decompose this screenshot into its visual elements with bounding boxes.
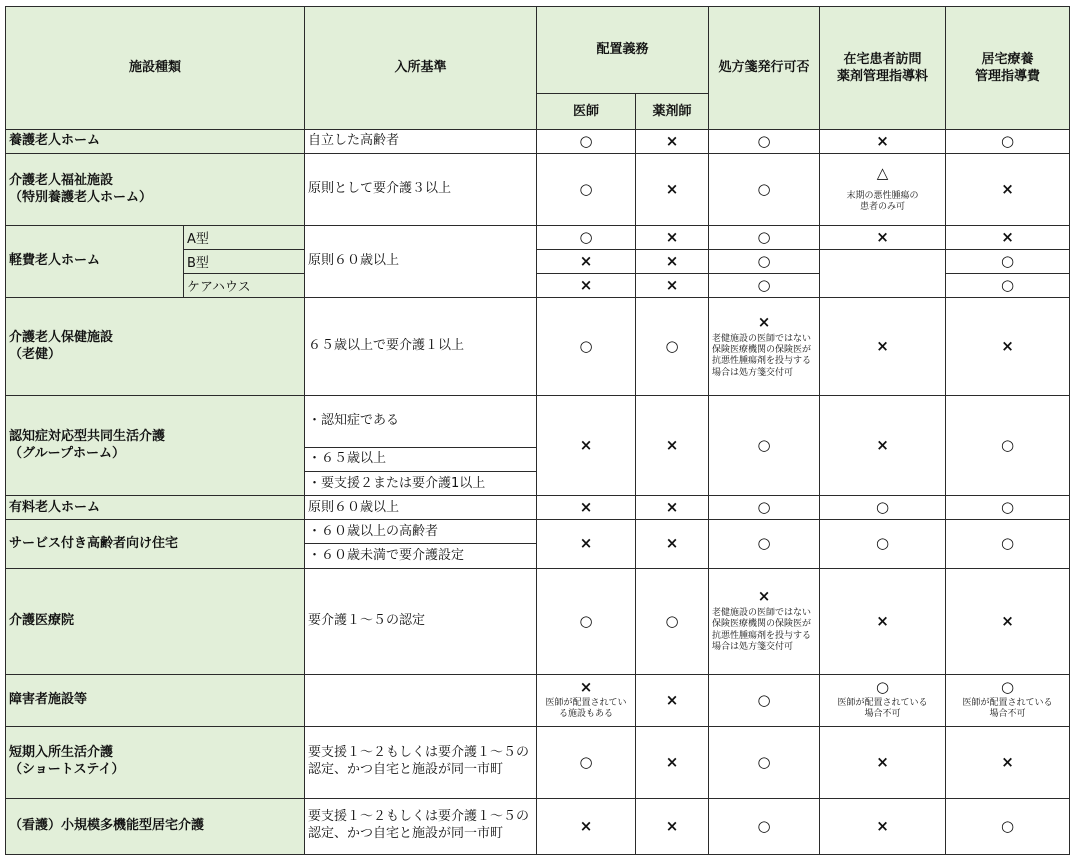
pharmacist-cell: × (636, 520, 709, 568)
care-cell: ○ (946, 250, 1070, 274)
table-row (6, 130, 1070, 154)
facility-name: サービス付き高齢者向け住宅 (6, 520, 305, 568)
doctor-cell: × (537, 520, 636, 568)
criteria-cell: ・６０歳以上の高齢者 (305, 520, 537, 544)
care-cell: ○ (946, 396, 1070, 496)
subtype-label: ケアハウス (184, 274, 305, 298)
care-cell: ○ (946, 496, 1070, 520)
pharmacist-cell: × (636, 396, 709, 496)
doctor-cell: ○ (537, 130, 636, 154)
care-cell: × (946, 226, 1070, 250)
pharmacist-cell: × (636, 726, 709, 798)
criteria-cell: 原則６０歳以上 (305, 226, 537, 298)
care-cell: × (946, 298, 1070, 396)
visit-cell: × (820, 130, 946, 154)
care-cell: ○ (946, 274, 1070, 298)
subtype-label: B型 (184, 250, 305, 274)
prescription-cell: ○ (709, 674, 820, 726)
care-cell: ○ (946, 798, 1070, 854)
header-facility-type: 施設種類 (6, 7, 305, 130)
criteria-cell: 要支援１～２もしくは要介護１～５の認定、かつ自宅と施設が同一市町 (305, 798, 537, 854)
header-prescription: 処方箋発行可否 (709, 7, 820, 130)
criteria-cell: 原則６０歳以上 (305, 496, 537, 520)
visit-cell: × (820, 798, 946, 854)
visit-cell: × (820, 568, 946, 674)
table-row (6, 520, 1070, 544)
facility-name: （看護）小規模多機能型居宅介護 (6, 798, 305, 854)
visit-cell: × (820, 396, 946, 496)
prescription-cell: × 老健施設の医師ではない保険医療機関の保険医が抗悪性腫瘍剤を投与する場合は処方箋交付可 (709, 298, 820, 396)
header-home-care-fee: 居宅療養 管理指導費 (946, 7, 1070, 130)
doctor-cell: × 医師が配置されてい る施設もある (537, 674, 636, 726)
doctor-cell: × (537, 798, 636, 854)
table-row (6, 154, 1070, 226)
pharmacist-cell: × (636, 496, 709, 520)
criteria-cell: ・認知症である (305, 396, 537, 448)
visit-cell: × (820, 298, 946, 396)
facility-name: 認知症対応型共同生活介護 （グループホーム） (6, 396, 305, 496)
visit-cell: ○ (820, 496, 946, 520)
care-cell: ○ (946, 520, 1070, 568)
header-pharmacist: 薬剤師 (636, 94, 709, 130)
prescription-cell: ○ (709, 396, 820, 496)
pharmacist-cell: × (636, 798, 709, 854)
prescription-cell: ○ (709, 496, 820, 520)
criteria-cell: 原則として要介護３以上 (305, 154, 537, 226)
criteria-cell: 自立した高齢者 (305, 130, 537, 154)
prescription-cell: ○ (709, 274, 820, 298)
table-row (6, 798, 1070, 854)
pharmacist-cell: ○ (636, 568, 709, 674)
prescription-cell: × 老健施設の医師ではない保険医療機関の保険医が抗悪性腫瘍剤を投与する場合は処方箋交付可 (709, 568, 820, 674)
criteria-cell: ・要支援２または要介護1以上 (305, 472, 537, 496)
criteria-cell: 要介護１～５の認定 (305, 568, 537, 674)
doctor-cell: ○ (537, 726, 636, 798)
criteria-cell: 要支援１～２もしくは要介護１～５の認定、かつ自宅と施設が同一市町 (305, 726, 537, 798)
pharmacist-cell: × (636, 274, 709, 298)
pharmacist-cell: × (636, 130, 709, 154)
facility-name: 軽費老人ホーム (6, 226, 184, 298)
table-row (6, 726, 1070, 798)
care-cell: × (946, 726, 1070, 798)
prescription-cell: ○ (709, 154, 820, 226)
doctor-cell: ○ (537, 226, 636, 250)
criteria-cell: ６５歳以上で要介護１以上 (305, 298, 537, 396)
facility-name: 障害者施設等 (6, 674, 305, 726)
doctor-cell: × (537, 496, 636, 520)
pharmacist-cell: × (636, 250, 709, 274)
facility-name: 有料老人ホーム (6, 496, 305, 520)
header-doctor: 医師 (537, 94, 636, 130)
table-row (6, 396, 1070, 448)
pharmacist-cell: × (636, 226, 709, 250)
facility-name: 介護老人保健施設 （老健） (6, 298, 305, 396)
visit-cell: ○ (820, 520, 946, 568)
criteria-cell (305, 674, 537, 726)
prescription-cell: ○ (709, 130, 820, 154)
table-row (6, 298, 1070, 396)
care-cell: ○ 医師が配置されている 場合不可 (946, 674, 1070, 726)
facility-name: 介護医療院 (6, 568, 305, 674)
care-cell: × (946, 154, 1070, 226)
facility-comparison-table (5, 6, 1070, 855)
doctor-cell: ○ (537, 298, 636, 396)
table-row (6, 496, 1070, 520)
table-row (6, 226, 1070, 250)
subtype-label: A型 (184, 226, 305, 250)
criteria-cell: ・６５歳以上 (305, 448, 537, 472)
header-admission-criteria: 入所基準 (305, 7, 537, 130)
pharmacist-cell: ○ (636, 298, 709, 396)
table-row (6, 674, 1070, 726)
facility-name: 介護老人福祉施設 （特別養護老人ホーム） (6, 154, 305, 226)
facility-name: 養護老人ホーム (6, 130, 305, 154)
prescription-cell: ○ (709, 226, 820, 250)
visit-cell: ○ 医師が配置されている 場合不可 (820, 674, 946, 726)
doctor-cell: × (537, 274, 636, 298)
prescription-cell: ○ (709, 798, 820, 854)
visit-cell: × (820, 726, 946, 798)
header-home-visit-fee: 在宅患者訪問 薬剤管理指導料 (820, 7, 946, 130)
visit-cell: △ 末期の悪性腫瘍の 患者のみ可 (820, 154, 946, 226)
pharmacist-cell: × (636, 154, 709, 226)
table-row (6, 568, 1070, 674)
criteria-cell: ・６０歳未満で要介護設定 (305, 544, 537, 568)
care-cell: ○ (946, 130, 1070, 154)
facility-name: 短期入所生活介護 （ショートステイ） (6, 726, 305, 798)
doctor-cell: ○ (537, 154, 636, 226)
prescription-cell: ○ (709, 520, 820, 568)
visit-cell (820, 250, 946, 298)
doctor-cell: ○ (537, 568, 636, 674)
care-cell: × (946, 568, 1070, 674)
header-staffing-duty: 配置義務 (537, 7, 709, 94)
pharmacist-cell: × (636, 674, 709, 726)
doctor-cell: × (537, 396, 636, 496)
prescription-cell: ○ (709, 726, 820, 798)
visit-cell: × (820, 226, 946, 250)
doctor-cell: × (537, 250, 636, 274)
prescription-cell: ○ (709, 250, 820, 274)
